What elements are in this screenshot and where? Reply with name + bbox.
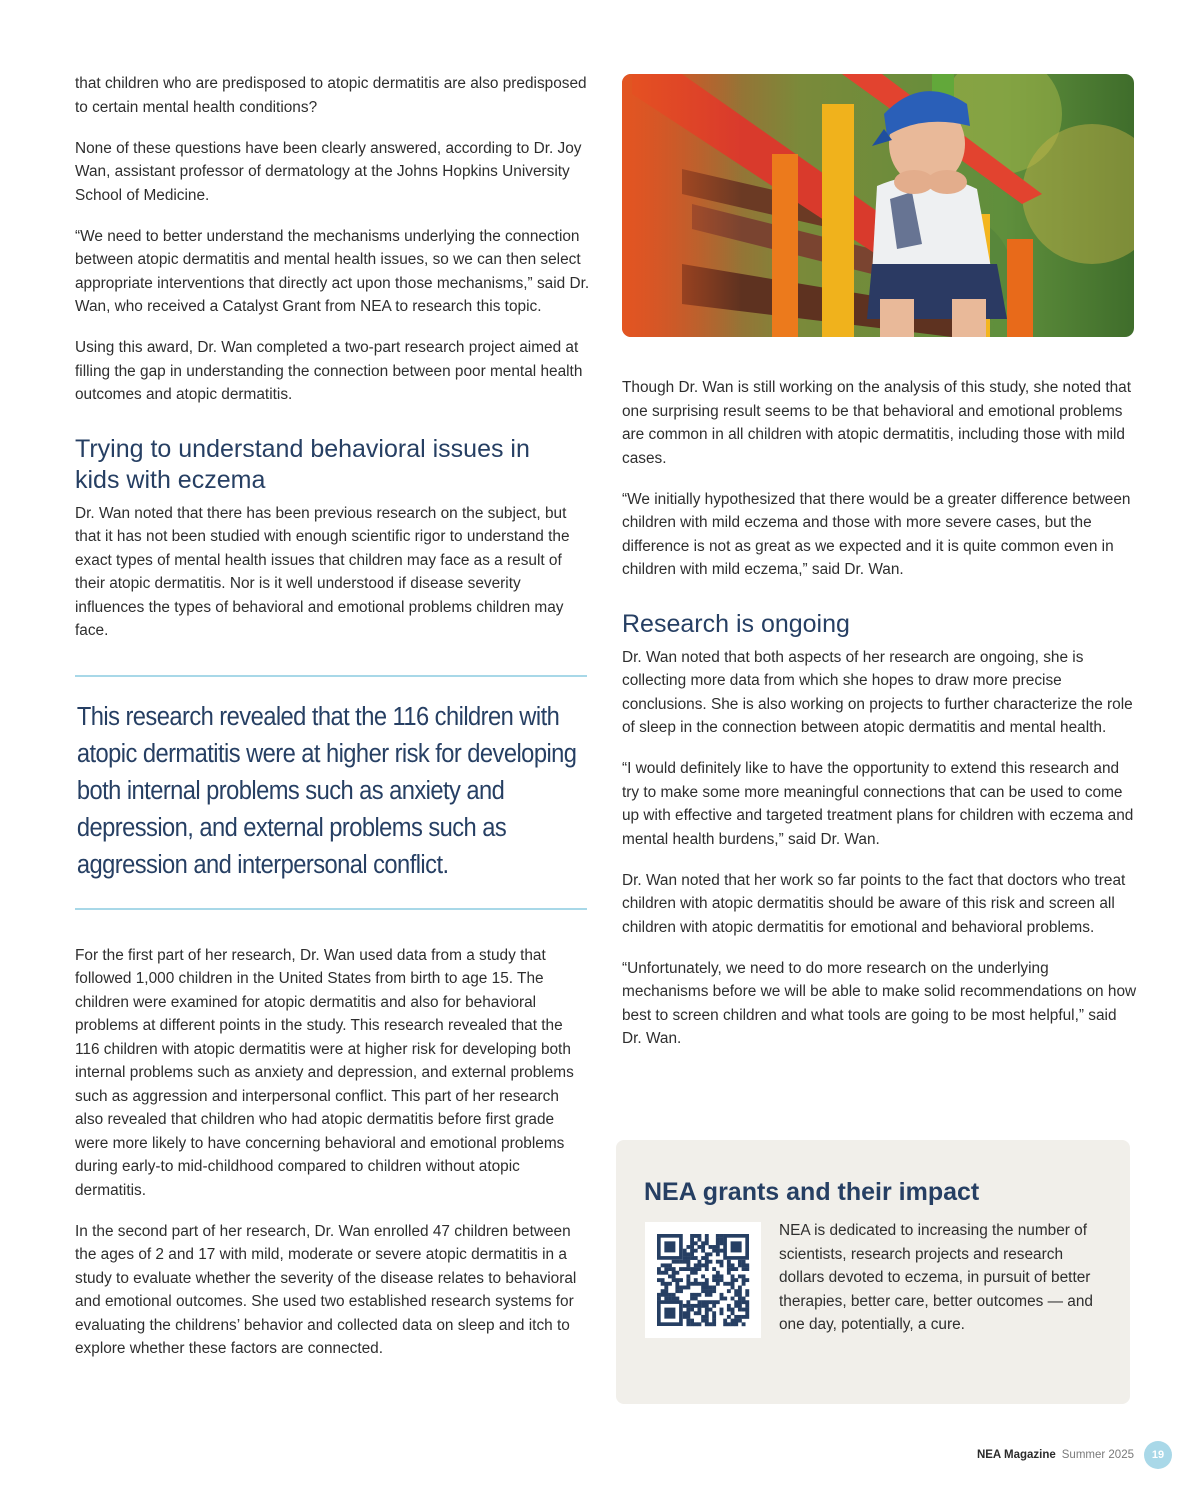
wave-divider-top (75, 671, 588, 681)
paragraph: that children who are predisposed to atopic dermatitis are also predisposed to certain mental health conditions? (75, 75, 587, 116)
paragraph: In the second part of her research, Dr. Wan enrolled 47 children between the ages of 2 and 17 with mild, moderate or severe atopic dermatitis in a study to evaluate whether the severity of the disease relates to behavioral and emotional outcomes. She used two established research systems for evaluating the childrens’ behavior and collected data on sleep and itch to explore whether these factors are connected. (75, 1222, 577, 1357)
paragraph: None of these questions have been clearly answered, according to Dr. Joy Wan, assistant professor of dermatology at the Johns Hopkins University School of Medicine. (75, 139, 582, 204)
grants-title: NEA grants and their impact (644, 1178, 980, 1206)
grants-callout-box (616, 1140, 1130, 1404)
article-photo-child-on-playground (622, 74, 1134, 337)
paragraph: Dr. Wan noted that her work so far points to the fact that doctors who treat children with atopic dermatitis should be aware of this risk and screen all children with atopic dermatitis for emotional and behavioral problems. (622, 871, 1126, 936)
section-heading: Trying to understand behavioral issues in kids with eczema (75, 434, 530, 494)
section-heading: Research is ongoing (622, 609, 850, 638)
paragraph: Dr. Wan noted that both aspects of her research are ongoing, she is collecting more data from which she hopes to draw more precise conclusions. She is also working on projects to further characterize the role of sleep in the connection between atopic dermatitis and mental health. (622, 648, 1133, 736)
page-footer (977, 1441, 1172, 1469)
paragraph: Dr. Wan noted that there has been previous research on the subject, but that it has not been studied with enough scientific rigor to understand the exact types of mental health issues that children may face as a result of their atopic dermatitis. Nor is it well understood if disease severity influences the types of behavioral and emotional problems children may face. (75, 504, 570, 639)
pull-quote (75, 671, 590, 914)
pull-quote-text: This research revealed that the 116 children with atopic dermatitis were at higher risk for developing both internal problems such as anxiety and depression, and external problems such as aggression and interpersonal conflict. (76, 702, 577, 879)
issue-label: Summer 2025 (1061, 1449, 1134, 1461)
paragraph: “We need to better understand the mechanisms underlying the connection between atopic dermatitis and mental health issues, so we can then select appropriate interventions that directly act upon those mechanisms,” said Dr. Wan, who received a Catalyst Grant from NEA to research this topic. (75, 227, 590, 315)
wave-divider-bottom (75, 904, 588, 914)
magazine-name: NEA Magazine (976, 1449, 1056, 1461)
left-column (75, 72, 590, 1378)
paragraph: Though Dr. Wan is still working on the analysis of this study, she noted that one surprising result seems to be that behavioral and emotional problems are common in all children with atopic dermatitis, including those with mild cases. (622, 379, 1132, 467)
paragraph: Using this award, Dr. Wan completed a two-part research project aimed at filling the gap in understanding the connection between poor mental health outcomes and atopic dermatitis. (75, 339, 583, 403)
right-column (622, 376, 1137, 1068)
paragraph: “Unfortunately, we need to do more research on the underlying mechanisms before we will be able to make solid recommendations on how best to screen children and what tools are going to be most helpful,” said Dr. Wan. (622, 959, 1137, 1047)
page-number-badge: 19 (1144, 1441, 1172, 1469)
paragraph: “I would definitely like to have the opportunity to extend this research and try to make some more meaningful connections that can be used to come up with effective and targeted treatment plans for children with eczema and mental health burdens,” said Dr. Wan. (622, 760, 1134, 848)
paragraph: “We initially hypothesized that there would be a greater difference between children with mild eczema and those with more severe cases, but the difference is not as great as we expected and it is quite common even in children with mild eczema,” said Dr. Wan. (622, 490, 1131, 578)
paragraph: For the first part of her research, Dr. Wan used data from a study that followed 1,000 children in the United States from birth to age 15. The children were examined for atopic dermatitis and also for behavioral problems at different points in the study. This research revealed that the 116 children with atopic dermatitis were at higher risk for developing both internal problems such as anxiety and depression, and external problems such as aggression and interpersonal conflict. This part of her research also revealed that children who had atopic dermatitis before first grade were more likely to have concerning behavioral and emotional problems during early-to mid-childhood compared to children without atopic dermatitis. (75, 946, 574, 1199)
qr-code-icon[interactable] (645, 1222, 761, 1338)
grants-text: NEA is dedicated to increasing the number of scientists, research projects and research dollars devoted to eczema, in pursuit of better therapies, better care, better outcomes — and one day, potentially, a cure. (779, 1222, 1093, 1333)
